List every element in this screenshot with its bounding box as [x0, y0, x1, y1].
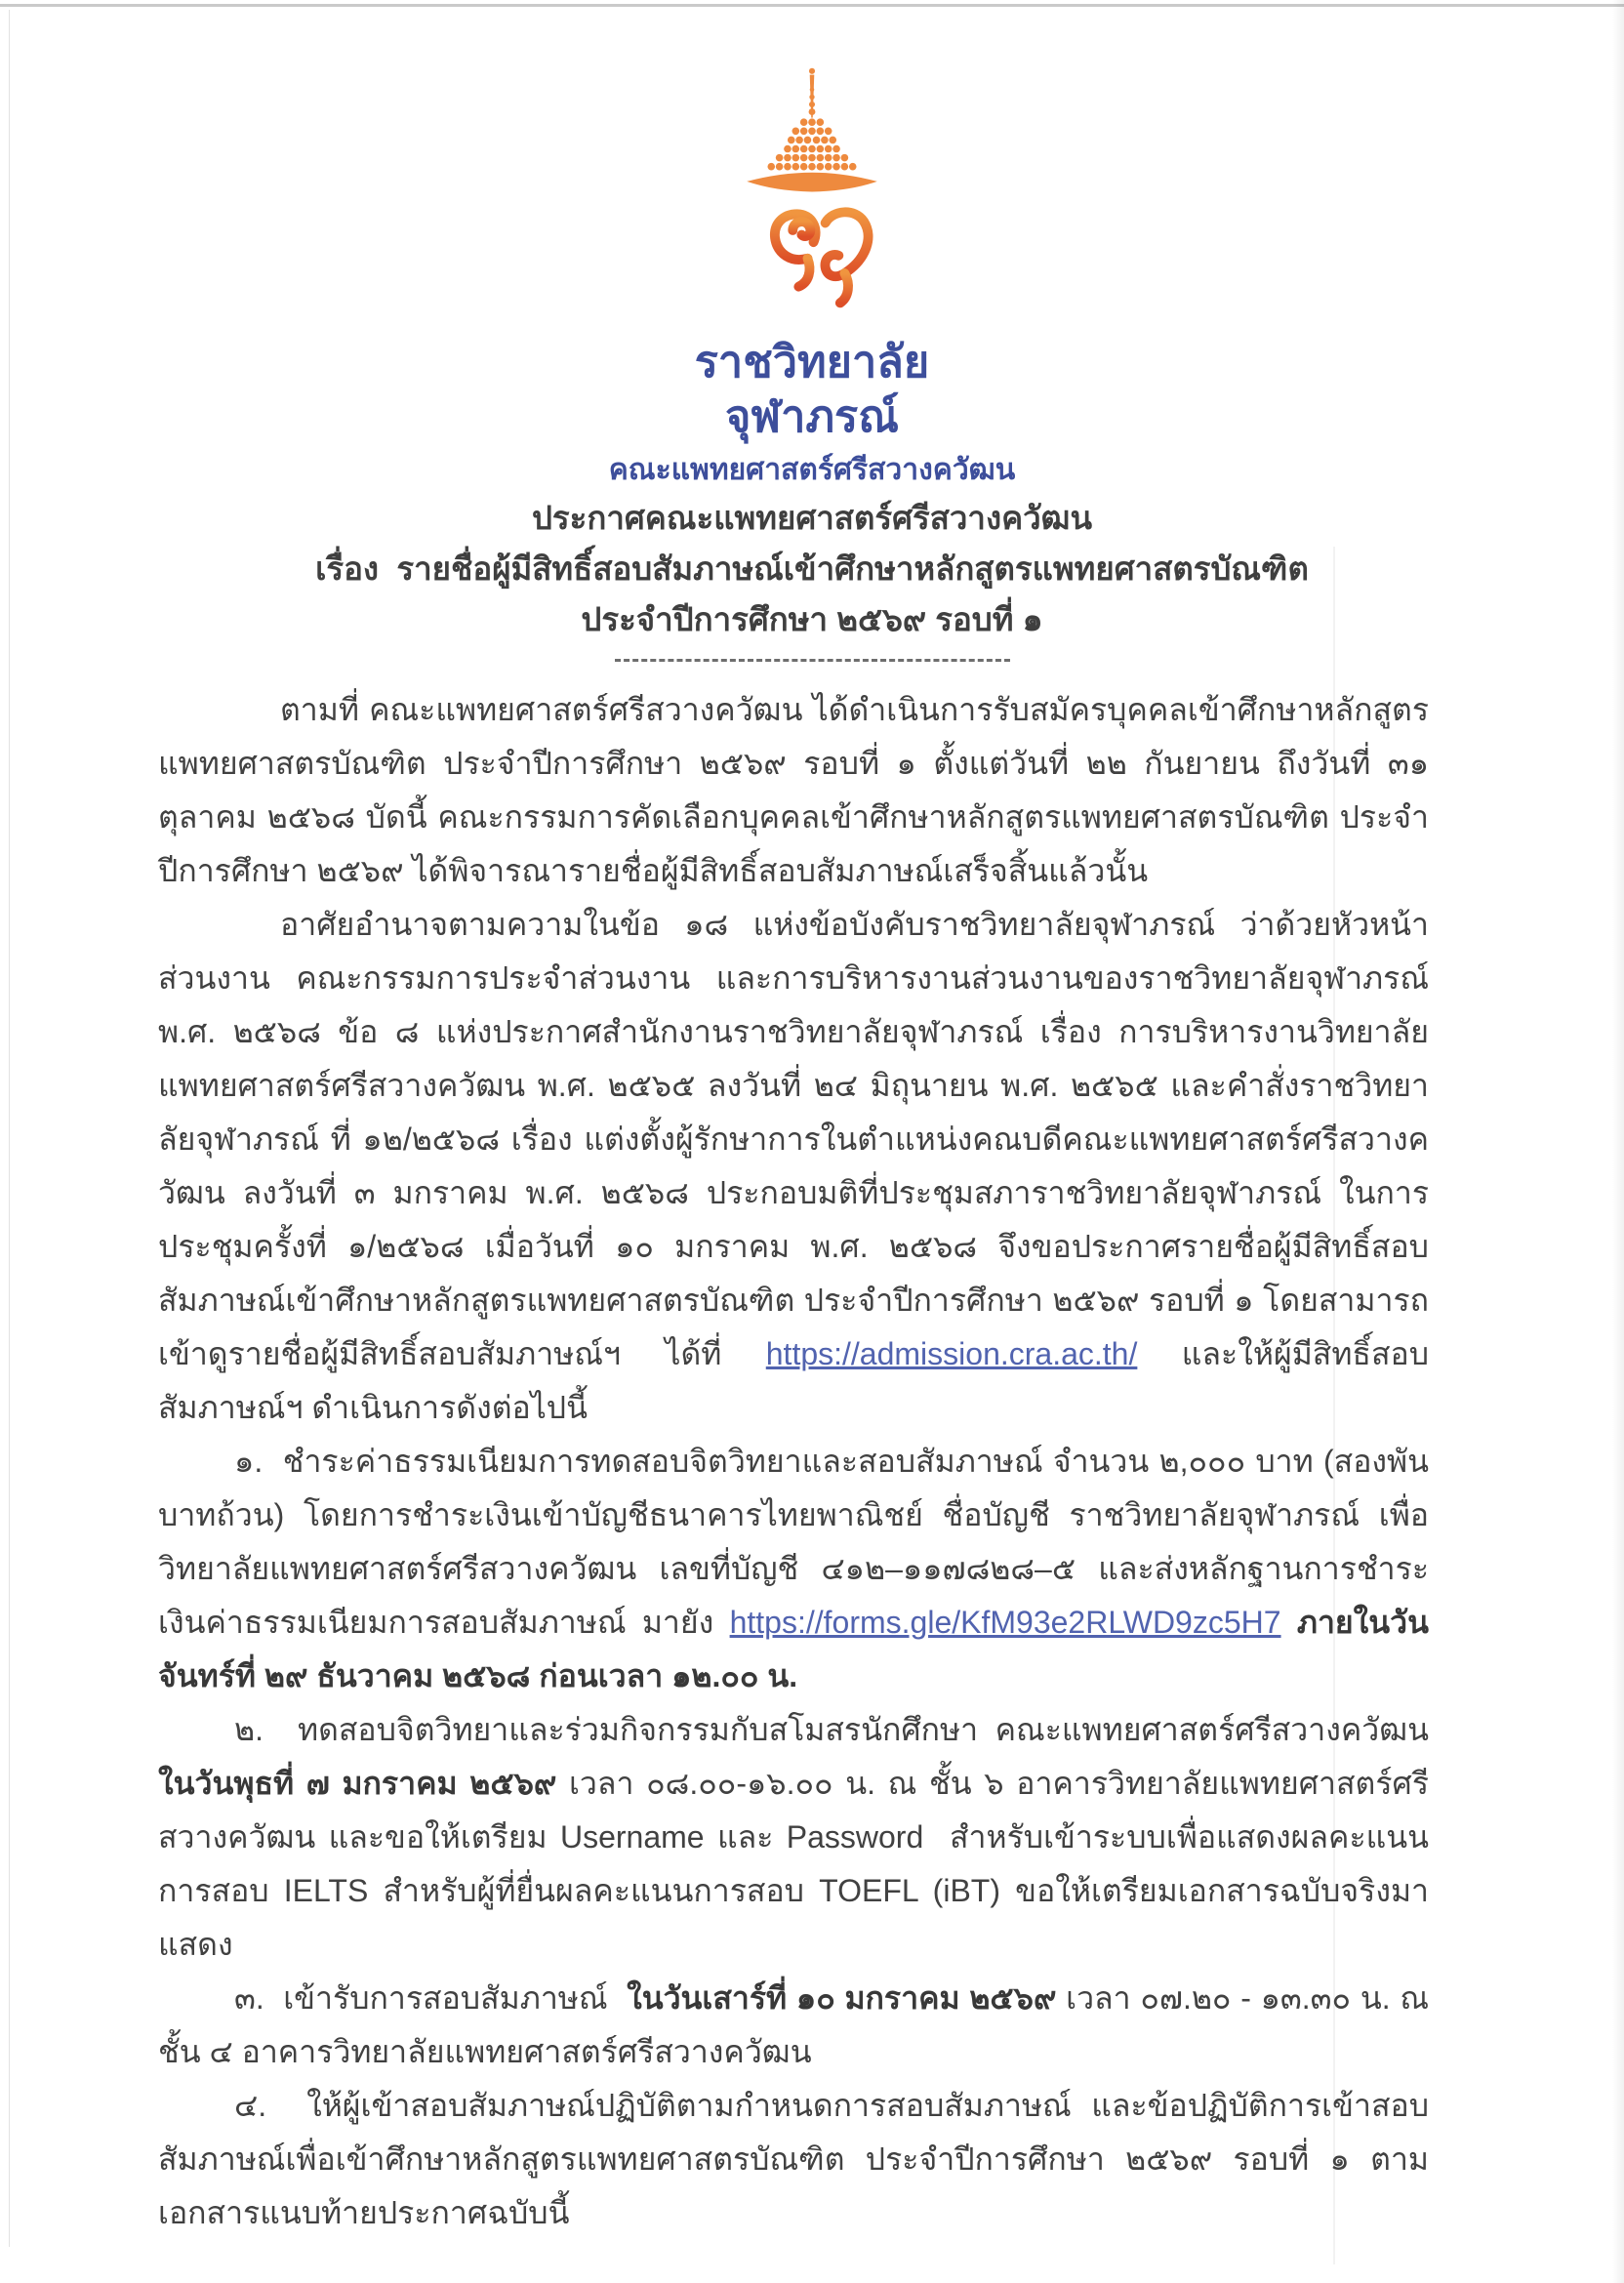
text-run: เวลา ๐๗.๒๐ - ๑๓.๓๐ น. ณ ชั้น ๔ อาคารวิทยาลัยแพทยศาสตร์ศรีสวางควัฒน [158, 1980, 1430, 2069]
text-run: ๑. ชำระค่าธรรมเนียมการทดสอบจิตวิทยาและสอบสัมภาษณ์ จำนวน ๒,๐๐๐ บาท (สองพันบาทถ้วน) โดยการชำระเงินเข้าบัญชีธนาคารไทยพาณิชย์ ชื่อบัญชี ราชวิทยาลัยจุฬาภรณ์ เพื่อวิทยาลัยแพทยศาสตร์ศรีสวางควัฒน เลขที่บัญชี ๔๑๒–๑๑๗๘๒๘–๕ และส่งหลักฐานการชำระเงินค่าธรรมเนียมการสอบสัมภาษณ์ มายัง [158, 1444, 1429, 1640]
announcement-by-line: ประกาศคณะแพทยศาสตร์ศรีสวางควัฒน [531, 500, 1093, 536]
text-run: ๔. ให้ผู้เข้าสอบสัมภาษณ์ปฏิบัติตามกำหนดการสอบสัมภาษณ์ และข้อปฏิบัติการเข้าสอบสัมภาษณ์เพื่อเข้าศึกษาหลักสูตรแพทยศาสตรบัณฑิต ประจำปีการศึกษา ๒๕๖๙ รอบที่ ๑ ตามเอกสารแนบท้ายประกาศฉบับนี้ [158, 2088, 1430, 2230]
document-body [158, 683, 1429, 2240]
hyperlink[interactable]: https://forms.gle/KfM93e2RLWD9zc5H7 [729, 1605, 1281, 1640]
text-run: อาศัยอำนาจตามความในข้อ ๑๘ แห่งข้อบังคับราชวิทยาลัยจุฬาภรณ์ ว่าด้วยหัวหน้าส่วนงาน คณะกรรมการประจำส่วนงาน และการบริหารงานส่วนงานของราชวิทยาลัยจุฬาภรณ์ พ.ศ. ๒๕๖๘ ข้อ ๘ แห่งประกาศสำนักงานราชวิทยาลัยจุฬาภรณ์ เรื่อง การบริหารงานวิทยาลัยแพทยศาสตร์ศรีสวางควัฒน พ.ศ. ๒๕๖๕ ลงวันที่ ๒๔ มิถุนายน พ.ศ. ๒๕๖๕ และคำสั่งราชวิทยาลัยจุฬาภรณ์ ที่ ๑๒/๒๕๖๘ เรื่อง แต่งตั้งผู้รักษาการในตำแหน่งคณบดีคณะแพทยศาสตร์ศรีสวางควัฒน ลงวันที่ ๓ มกราคม พ.ศ. ๒๕๖๘ ประกอบมติที่ประชุมสภาราชวิทยาลัยจุฬาภรณ์ ในการประชุมครั้งที่ ๑/๒๕๖๘ เมื่อวันที่ ๑๐ มกราคม พ.ศ. ๒๕๖๘ จึงขอประกาศรายชื่อผู้มีสิทธิ์สอบสัมภาษณ์เข้าศึกษาหลักสูตรแพทยศาสตรบัณฑิต ประจำปีการศึกษา ๒๕๖๙ รอบที่ ๑ โดยสามารถเข้าดูรายชื่อผู้มีสิทธิ์สอบสัมภาษณ์ฯ ได้ที่ [158, 907, 1430, 1371]
list-item-2-psychtest [158, 1703, 1429, 1972]
text-run: ตามที่ คณะแพทยศาสตร์ศรีสวางควัฒน ได้ดำเนินการรับสมัครบุคคลเข้าศึกษาหลักสูตรแพทยศาสตรบัณฑิต ประจำปีการศึกษา ๒๕๖๙ รอบที่ ๑ ตั้งแต่วันที่ ๒๒ กันยายน ถึงวันที่ ๓๑ ตุลาคม ๒๕๖๘ บัดนี้ คณะกรรมการคัดเลือกบุคคลเข้าศึกษาหลักสูตรแพทยศาสตรบัณฑิต ประจำปีการศึกษา ๒๕๖๙ ได้พิจารณารายชื่อผู้มีสิทธิ์สอบสัมภาษณ์เสร็จสิ้นแล้วนั้น [158, 692, 1429, 888]
dashed-divider [615, 659, 1010, 662]
list-item-4-rules [158, 2079, 1429, 2240]
announcement-subject-line: เรื่อง รายชื่อผู้มีสิทธิ์สอบสัมภาษณ์เข้าศึกษาหลักสูตรแพทยศาสตรบัณฑิต [315, 550, 1309, 587]
text-run: และให้ผู้มีสิทธิ์สอบสัมภาษณ์ฯ ดำเนินการดังต่อไปนี้ [158, 1336, 1429, 1425]
bold-text-run: ในวันเสาร์ที่ ๑๐ มกราคม ๒๕๖๙ [627, 1980, 1057, 2016]
scan-left-edge [9, 10, 10, 2247]
hyperlink[interactable]: https://admission.cra.ac.th/ [765, 1336, 1138, 1371]
cra-logo [0, 0, 1624, 321]
scan-vertical-artifact [1333, 547, 1335, 2264]
org-name-line1: ราชวิทยาลัย [694, 337, 930, 387]
text-run: เวลา ๐๘.๐๐-๑๖.๐๐ น. ณ ชั้น ๖ อาคารวิทยาลัยแพทยศาสตร์ศรีสวางควัฒน และขอให้เตรียม Username และ Password สำหรับเข้าระบบเพื่อแสดงผลคะแนนการสอบ IELTS สำหรับผู้ที่ยื่นผลคะแนนการสอบ TOEFL (iBT) ขอให้เตรียมเอกสารฉบับจริงมาแสดง [158, 1766, 1430, 1962]
bold-text-run: ภายในวันจันทร์ที่ ๒๙ ธันวาคม ๒๕๖๘ ก่อนเวลา ๑๒.๐๐ น. [158, 1605, 1430, 1693]
text-run: ๒. ทดสอบจิตวิทยาและร่วมกิจกรรมกับสโมสรนักศึกษา คณะแพทยศาสตร์ศรีสวางควัฒน [234, 1712, 1429, 1747]
scan-top-edge [0, 4, 1624, 7]
paragraph-preamble [158, 683, 1429, 898]
cra-crown-monogram-icon [738, 64, 886, 316]
scan-right-edge [1612, 0, 1624, 2283]
faculty-name: คณะแพทยศาสตร์ศรีสวางควัฒน [608, 454, 1016, 486]
list-item-3-interview [158, 1972, 1429, 2079]
text-run: ๓. เข้ารับการสอบสัมภาษณ์ [234, 1980, 628, 2016]
list-item-1-payment [158, 1435, 1429, 1703]
org-name-line2: จุฬาภรณ์ [725, 391, 899, 441]
paragraph-authority [158, 898, 1429, 1435]
bold-text-run: ในวันพุธที่ ๗ มกราคม ๒๕๖๙ [158, 1766, 557, 1801]
announcement-year-line: ประจำปีการศึกษา ๒๕๖๙ รอบที่ ๑ [581, 601, 1043, 637]
